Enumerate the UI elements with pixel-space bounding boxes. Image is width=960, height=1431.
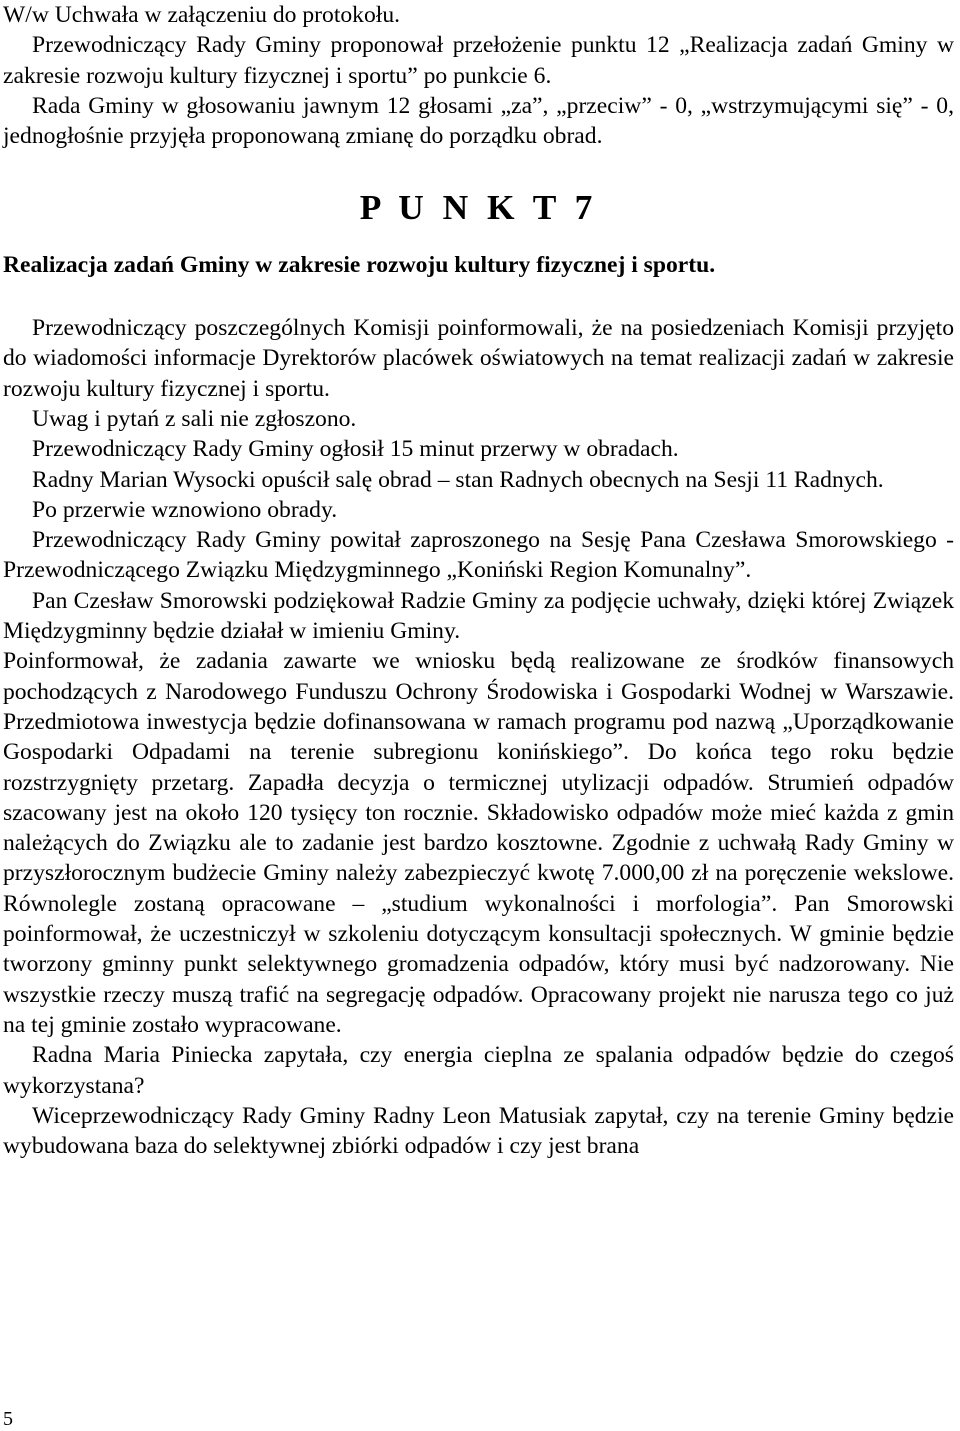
section-subheading: Realizacja zadań Gminy w zakresie rozwoju kultury fizycznej i sportu. bbox=[3, 251, 716, 278]
paragraph-agenda-proposal: Przewodniczący Rady Gminy proponował przełożenie punktu 12 „Realizacja zadań Gminy w zakresie rozwoju kultury fizycznej i sportu” po punkcie 6. bbox=[3, 32, 954, 89]
paragraph-attachment-note: W/w Uchwała w załączeniu do protokołu. bbox=[3, 2, 401, 28]
body-paragraphs bbox=[3, 313, 954, 1161]
page-number: 5 bbox=[3, 1408, 13, 1430]
paragraph-councillor-left: Radny Marian Wysocki opuścił salę obrad – stan Radnych obecnych na Sesji 11 Radnych. bbox=[32, 466, 884, 493]
paragraph-waste-program: Poinformował, że zadania zawarte we wniosku będą realizowane ze środków finansowych pochodzących z Narodowego Funduszu Ochrony Środowiska i Gospodarki Wodnej w Warszawie. Przedmiotowa inwestycja będzie dofinansowana w ramach programu pod nazwą „Uporządkowanie Gospodarki Odpadami na terenie subregionu konińskiego”. Do końca tego roku będzie rozstrzygnięty przetarg. Zapadła decyzja o termicznej utylizacji odpadów. Strumień odpadów szacowany jest na około 120 tysięcy ton rocznie. Składowisko odpadów może mieć każda z gmin należących do Związku ale to zadanie jest bardzo kosztowne. Zgodnie z uchwałą Rady Gminy w przyszłorocznym budżecie Gminy należy zabezpieczyć kwotę 7.000,00 zł na poręczenie wekslowe. Równolegle zostaną opracowane – „studium wykonalności i morfologia”. Pan Smorowski poinformował, że uczestniczył w szkoleniu dotyczącym konsultacji społecznych. W gminie będzie tworzony gminny punkt selektywnego gromadzenia odpadów, który musi być nadzorowany. Nie wszystkie rzeczy muszą trafić na segregację odpadów. Opracowany projekt nie narusza tego co już na tej gminie zostało wypracowane. bbox=[3, 648, 954, 1038]
paragraph-question-energy: Radna Maria Piniecka zapytała, czy energia cieplna ze spalania odpadów będzie do czegoś wykorzystana? bbox=[3, 1042, 954, 1099]
paragraph-vote-result: Rada Gminy w głosowaniu jawnym 12 głosami „za”, „przeciw” - 0, „wstrzymującymi się” - 0, jednogłośnie przyjęła proponowaną zmianę do porządku obrad. bbox=[3, 92, 954, 150]
paragraph-break-announced: Przewodniczący Rady Gminy ogłosił 15 minut przerwy w obradach. bbox=[32, 436, 679, 463]
paragraph-session-resumed: Po przerwie wznowiono obrady. bbox=[32, 496, 338, 523]
paragraph-guest-welcome: Przewodniczący Rady Gminy powitał zaproszonego na Sesję Pana Czesława Smorowskiego - Przewodniczącego Związku Międzygminnego „Koniński Region Komunalny”. bbox=[3, 527, 954, 584]
paragraph-question-collection-base: Wiceprzewodniczący Rady Gminy Radny Leon Matusiak zapytał, czy na terenie Gminy będzie wybudowana baza do selektywnej zbiórki odpadów i czy jest brana bbox=[3, 1102, 954, 1160]
document-page bbox=[3, 0, 954, 1161]
section-heading: P U N K T 7 bbox=[359, 187, 598, 228]
intro-paragraphs bbox=[3, 0, 954, 151]
paragraph-committees-info: Przewodniczący poszczególnych Komisji poinformowali, że na posiedzeniach Komisji przyjęto do wiadomości informacje Dyrektorów placówek oświatowych na temat realizacji zadań w zakresie rozwoju kultury fizycznej i sportu. bbox=[3, 315, 954, 402]
paragraph-no-questions: Uwag i pytań z sali nie zgłoszono. bbox=[32, 405, 357, 432]
paragraph-guest-thanks: Pan Czesław Smorowski podziękował Radzie Gminy za podjęcie uchwały, dzięki której Związek Międzygminny będzie działał w imieniu Gminy. bbox=[3, 587, 954, 645]
